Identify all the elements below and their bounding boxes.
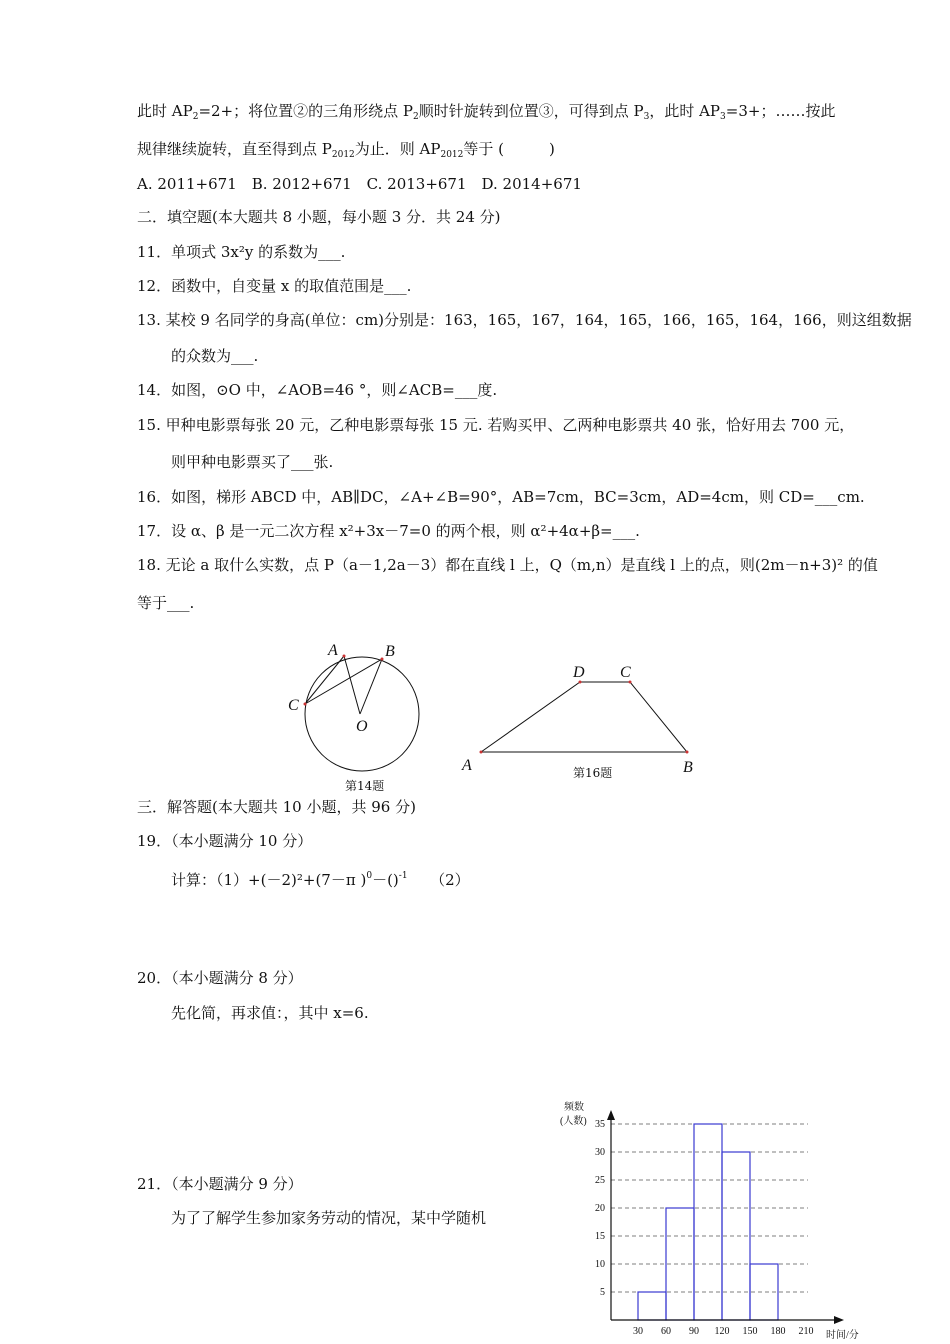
question-18-line2: 等于___.	[137, 594, 195, 612]
question-14: 14．如图，⊙O 中，∠AOB=46 °，则∠ACB=___度.	[137, 381, 498, 399]
y-tick-label: 25	[595, 1175, 605, 1186]
superscript: 0	[366, 871, 373, 881]
label-o: O	[356, 718, 368, 735]
section-2-heading: 二．填空题(本大题共 8 小题，每小题 3 分．共 24 分)	[137, 208, 501, 226]
label-a: A	[328, 642, 338, 659]
x-tick-label: 60	[661, 1326, 671, 1337]
point-c	[304, 703, 307, 706]
chord-cb	[305, 659, 382, 704]
label-b: B	[385, 643, 395, 660]
question-20-title: 20．（本小题满分 8 分）	[137, 969, 303, 987]
subscript: 2	[412, 112, 419, 122]
q10-text: 此时 AP	[137, 102, 193, 120]
q10-text: 为止．则 AP	[354, 140, 441, 158]
question-18-line1: 18. 无论 a 取什么实数，点 P（a－1,2a－3）都在直线 l 上，Q（m,n）是直线 l 上的点，则(2m－n+3)² 的值	[137, 556, 878, 574]
y-axis-label-line2: (人数)	[560, 1116, 587, 1127]
question-19-body	[171, 866, 470, 890]
q10-text: 顺时针旋转到位置③，可得到点 P	[418, 102, 644, 120]
question-19-title: 19．（本小题满分 10 分）	[137, 832, 313, 850]
point-b	[686, 751, 689, 754]
label-d: D	[573, 664, 585, 681]
point-b	[381, 658, 384, 661]
y-tick-label: 35	[595, 1119, 605, 1130]
label-c: C	[620, 664, 631, 681]
q10-options: A. 2011+671 B. 2012+671 C. 2013+671 D. 2014+671	[137, 175, 582, 193]
label-c: C	[288, 697, 299, 714]
subscript: 2012	[440, 150, 464, 160]
question-13-line2: 的众数为___.	[171, 347, 259, 365]
label-b: B	[683, 759, 693, 776]
q10-text: 等于 ( )	[463, 140, 555, 158]
q10-text: ，此时 AP	[649, 102, 721, 120]
question-21-title: 21．（本小题满分 9 分）	[137, 1175, 303, 1193]
subscript: 3	[643, 112, 650, 122]
question-11: 11．单项式 3x²y 的系数为___.	[137, 243, 346, 261]
subscript: 2012	[331, 150, 355, 160]
x-tick-label: 120	[714, 1326, 730, 1337]
question-15-line2: 则甲种电影票买了___张.	[171, 453, 334, 471]
y-tick-label: 20	[595, 1203, 605, 1214]
x-axis-label: 时间/分	[826, 1330, 859, 1341]
q19-text: －()	[372, 871, 399, 889]
x-tick-label: 150	[742, 1326, 758, 1337]
figure-16-caption: 第16题	[573, 766, 613, 780]
x-axis-arrow	[834, 1316, 844, 1324]
histogram-bar	[638, 1292, 666, 1320]
circle-o	[305, 657, 419, 771]
q10-text: 规律继续旋转，直至得到点 P	[137, 140, 332, 158]
radius-ob	[360, 659, 382, 714]
q10-line1	[137, 101, 835, 127]
figure-16-trapezoid	[455, 655, 705, 785]
q10-line2	[137, 139, 555, 165]
q19-text: 计算：（1）+(－2)²+(7－π )	[171, 871, 367, 889]
figure-14-caption: 第14题	[345, 779, 385, 793]
label-a: A	[462, 757, 472, 774]
y-axis-label-line1: 频数	[564, 1102, 584, 1113]
trapezoid-abcd	[481, 682, 687, 752]
question-21-body: 为了了解学生参加家务劳动的情况，某中学随机	[171, 1209, 487, 1227]
subscript: 2	[192, 112, 199, 122]
histogram-chart	[550, 1090, 870, 1344]
question-15-line1: 15. 甲种电影票每张 20 元，乙种电影票每张 15 元. 若购买甲、乙两种电影票共 40 张，恰好用去 700 元，	[137, 416, 855, 434]
question-13-line1: 13. 某校 9 名同学的身高(单位：cm)分别是：163，165，167，164，165，166，165，164，166，则这组数据	[137, 311, 912, 329]
x-tick-label: 90	[689, 1326, 699, 1337]
chord-ca	[305, 656, 344, 704]
y-tick-label: 30	[595, 1147, 605, 1158]
question-12: 12．函数中，自变量 x 的取值范围是___.	[137, 277, 412, 295]
figure-14-circle	[280, 635, 440, 800]
point-a	[343, 655, 346, 658]
y-tick-label: 5	[600, 1287, 605, 1298]
histogram-bar	[694, 1124, 722, 1320]
superscript: -1	[398, 871, 408, 881]
q10-text: =2+；将位置②的三角形绕点 P	[198, 102, 413, 120]
y-axis-arrow	[607, 1110, 615, 1120]
x-tick-label: 180	[770, 1326, 786, 1337]
subscript: 3	[720, 112, 726, 122]
y-tick-label: 10	[595, 1259, 605, 1270]
question-17: 17．设 α、β 是一元二次方程 x²+3x－7=0 的两个根，则 α²+4α+β=___.	[137, 522, 640, 540]
y-tick-label: 15	[595, 1231, 605, 1242]
point-a	[480, 751, 483, 754]
question-16: 16．如图，梯形 ABCD 中，AB∥DC，∠A+∠B=90°，AB=7cm，BC=3cm，AD=4cm，则 CD=___cm.	[137, 488, 865, 506]
radius-oa	[344, 656, 360, 714]
q19-text: （2）	[407, 871, 470, 889]
x-tick-label: 30	[633, 1326, 643, 1337]
section-3-heading: 三．解答题(本大题共 10 小题，共 96 分)	[137, 798, 416, 816]
x-tick-label: 210	[798, 1326, 814, 1337]
q10-text: =3+；……按此	[725, 102, 836, 120]
question-20-body: 先化简，再求值：，其中 x=6.	[171, 1004, 369, 1022]
